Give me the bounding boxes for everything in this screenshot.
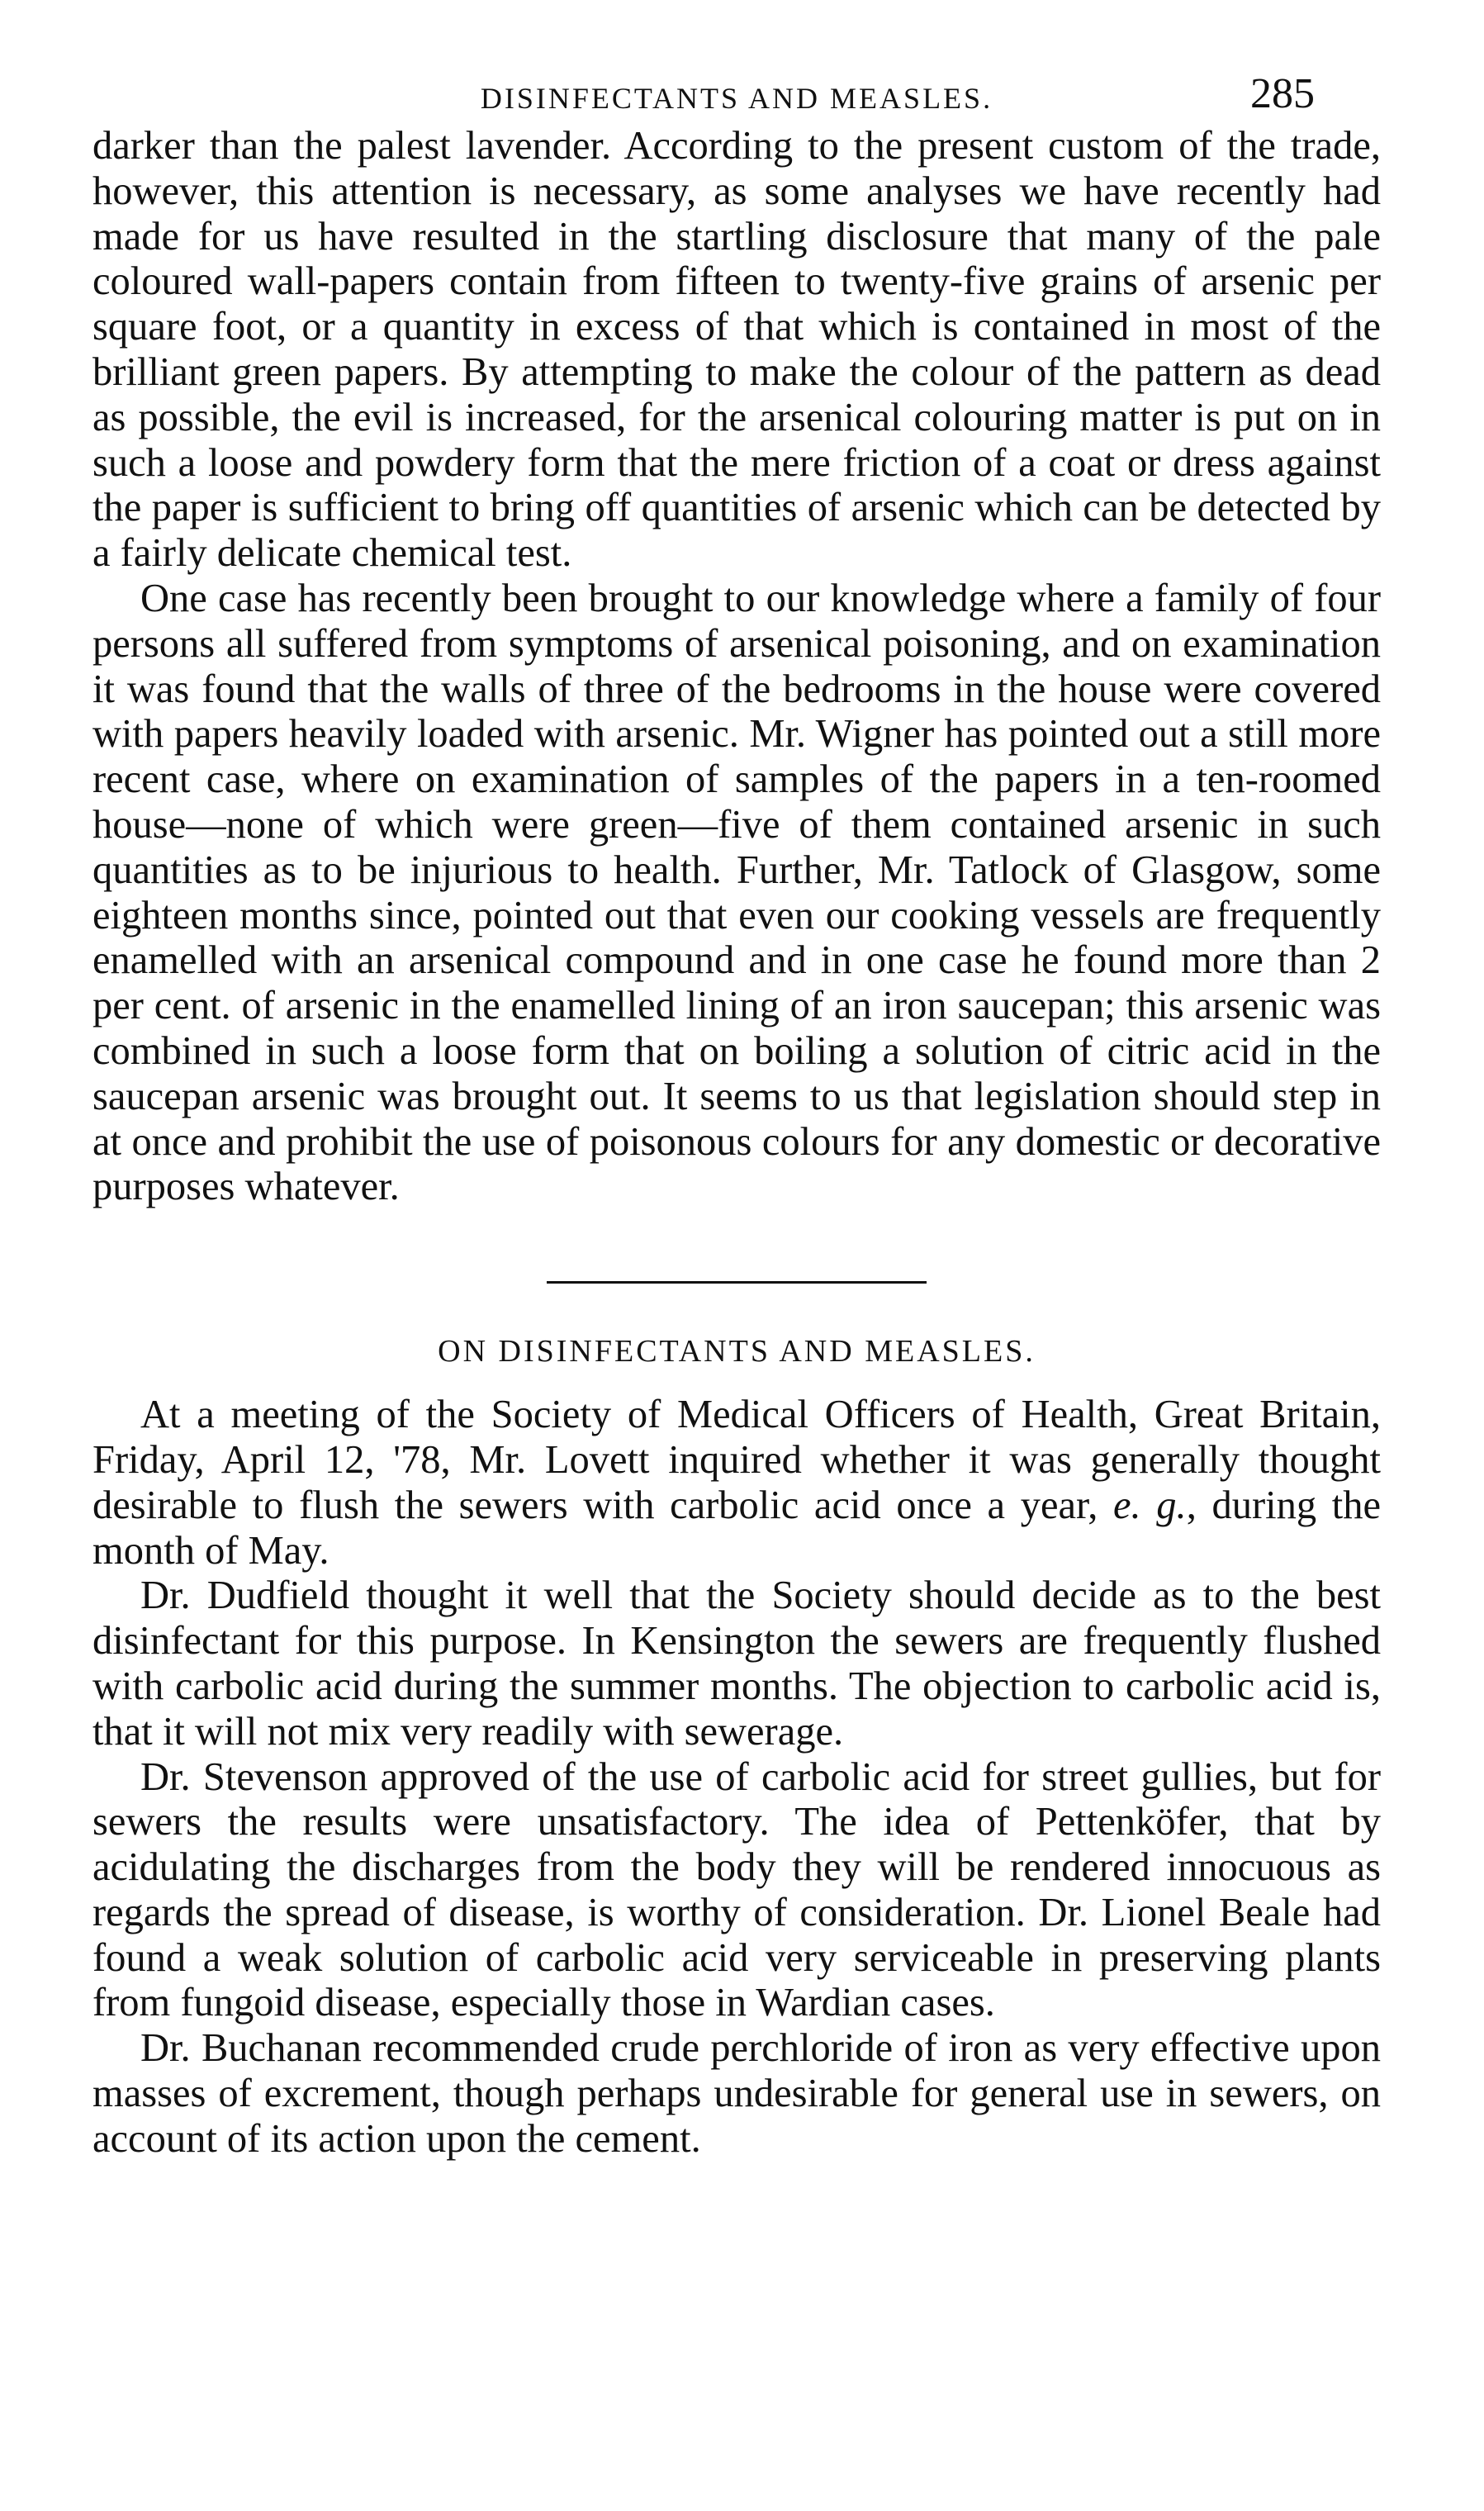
paragraph-text: , during the month of May.	[92, 1483, 1381, 1573]
running-title: DISINFECTANTS AND MEASLES.	[480, 82, 993, 115]
paragraph: One case has recently been brought to our knowledge where a family of four persons all suffered from symptoms of arsenical poisoning, and on examination it was found that the walls of three of the bedrooms in the house were covered with papers heavily loaded with arsenic. Mr. Wigner has pointed out a still more recent case, where on examination of samples of the papers in a ten-roomed house—none of which were green—five of them contained arsenic in such quantities as to be injurious to health. Further, Mr. Tatlock of Glasgow, some eighteen months since, pointed out that even our cooking vessels are frequently enamelled with an arsenical compound and in one case he found more than 2 per cent. of arsenic in the enamelled lining of an iron saucepan; this arsenic was combined in such a loose form that on boiling a solution of citric acid in the saucepan arsenic was brought out. It seems to us that legislation should step in at once and prohibit the use of poisonous colours for any domestic or decorative purposes whatever.	[92, 576, 1381, 1209]
article-disinfectants	[92, 1393, 1381, 2162]
book-page	[92, 66, 1381, 2162]
running-head	[92, 66, 1381, 124]
section-heading: ON DISINFECTANTS AND MEASLES.	[438, 1334, 1036, 1369]
paragraph: Dr. Buchanan recommended crude perchloride of iron as very effective upon masses of excrement, though perhaps undesirable for general use in sewers, on account of its action upon the cement.	[92, 2026, 1381, 2161]
paragraph-text: At a meeting of the Society of Medical Officers of Health, Great Britain, Friday, April 12, '78, Mr. Lovett inquired whether it was generally thought desirable to flush the sewers with carbolic acid once a year,	[92, 1393, 1381, 1527]
italic-abbreviation: e. g.	[1113, 1483, 1187, 1527]
article-arsenic-continuation	[92, 124, 1381, 1210]
paragraph: darker than the palest lavender. According to the present custom of the trade, however, this attention is necessary, as some analyses we have recently had made for us have resulted in the startling disclosure that many of the pale coloured wall-papers contain from fifteen to twenty-five grains of arsenic per square foot, or a quantity in excess of that which is contained in most of the brilliant green papers. By attempting to make the colour of the pattern as dead as possible, the evil is increased, for the arsenical colouring matter is put on in such a loose and powdery form that the mere friction of a coat or dress against the paper is sufficient to bring off quantities of arsenic which can be detected by a fairly delicate chemical test.	[92, 124, 1381, 576]
paragraph: Dr. Stevenson approved of the use of carbolic acid for street gullies, but for sewers the results were unsatisfactory. The idea of Pettenköfer, that by acidulating the discharges from the body they will be rendered innocuous as regards the spread of disease, is worthy of consideration. Dr. Lionel Beale had found a weak solution of carbolic acid very serviceable in preserving plants from fungoid disease, especially those in Wardian cases.	[92, 1754, 1381, 2025]
paragraph: Dr. Dudfield thought it well that the Society should decide as to the best disinfectant for this purpose. In Kensington the sewers are frequently flushed with carbolic acid during the summer months. The objection to carbolic acid is, that it will not mix very readily with sewerage.	[92, 1574, 1381, 1754]
paragraph	[92, 1393, 1381, 1574]
page-number: 285	[1250, 70, 1315, 117]
section-divider	[547, 1281, 927, 1284]
